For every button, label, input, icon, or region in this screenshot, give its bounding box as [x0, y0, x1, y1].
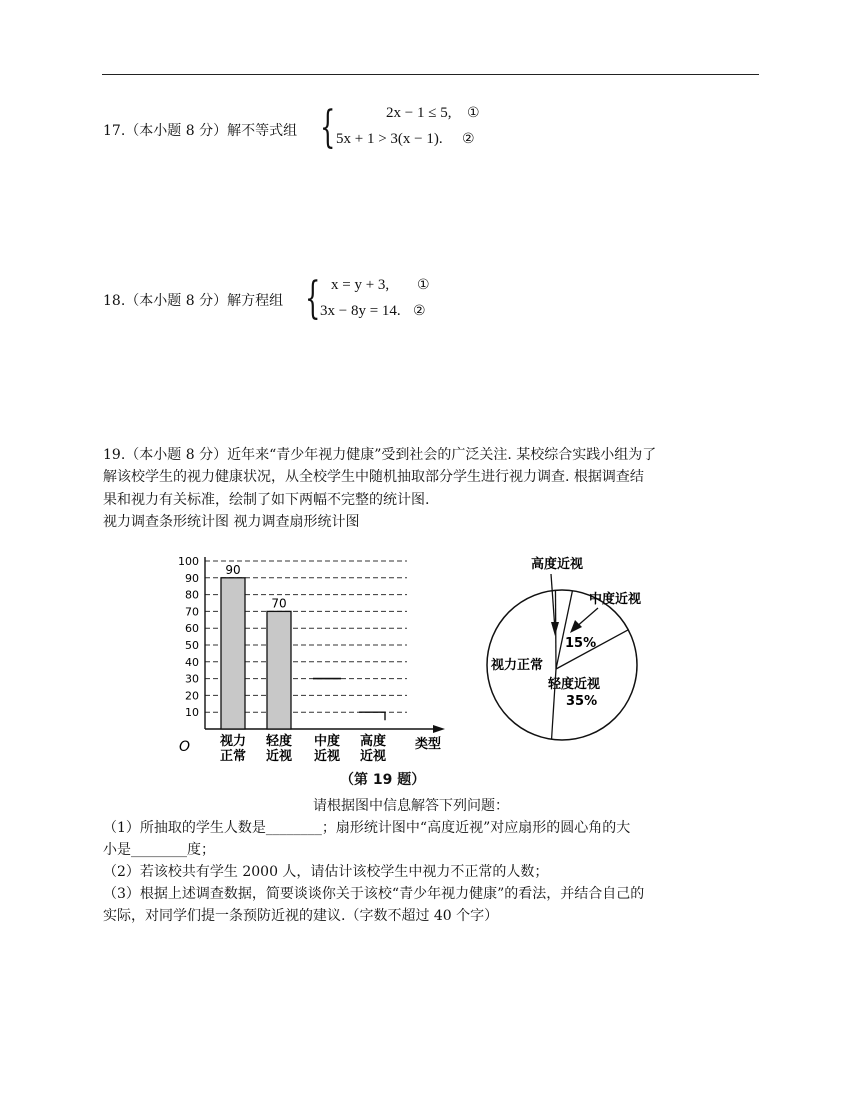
pie-label-high: 高度近视 [531, 557, 584, 572]
pie-slice-boundary-mid [556, 591, 572, 669]
q18-eq2: 3x − 8y = 14. [320, 303, 401, 319]
category-label-top: 视力 [219, 734, 247, 749]
q19-sub1-line1: （1）所抽取的学生人数是________；扇形统计图中“高度近视”对应扇形的圆心角的大 [103, 820, 631, 836]
q19-sub3-line2: 实际，对同学们提一条预防近视的建议.（字数不超过 40 个字） [103, 908, 499, 924]
q17-eq1: 2x − 1 ≤ 5, [386, 105, 452, 121]
x-axis-arrow [433, 725, 445, 733]
q19-chart-titles: 视力调查条形统计图 视力调查扇形统计图 [103, 514, 360, 530]
category-label-top: 轻度 [265, 734, 293, 749]
bar-value-label: 90 [225, 562, 241, 577]
q18-eq1: x = y + 3, [331, 277, 390, 293]
q17-brace: { [320, 102, 336, 153]
category-label-bottom: 近视 [313, 749, 341, 764]
q19-sub2: （2）若该校共有学生 2000 人，请估计该校学生中视力不正常的人数； [103, 864, 549, 880]
y-tick-label: 30 [185, 672, 199, 686]
q19-intro-3: 果和视力有关标准，绘制了如下两幅不完整的统计图. [103, 492, 430, 508]
y-tick-label: 50 [185, 639, 199, 652]
q17-label: 17.（本小题 8 分）解不等式组 [103, 123, 298, 139]
bar-2 [267, 611, 291, 729]
q19-intro-1: 19.（本小题 8 分）近年来“青少年视力健康”受到社会的广泛关注. 某校综合实践小组为了 [103, 447, 657, 463]
y-tick-label: 100 [178, 555, 199, 568]
q17-mark1: ① [467, 105, 480, 121]
pie-label-normal: 视力正常 [491, 658, 544, 673]
category-label-top: 高度 [359, 734, 387, 749]
pie-arrow-high-shaft [551, 574, 555, 630]
q19-prompt: 请根据图中信息解答下列问题： [313, 798, 509, 814]
q18-mark2: ② [413, 303, 426, 319]
category-label-top: 中度 [313, 734, 341, 749]
pie-label-mid: 中度近视 [589, 592, 642, 607]
origin-label: O [179, 739, 191, 755]
y-tick-label: 60 [185, 622, 199, 636]
y-tick-label: 40 [185, 655, 199, 669]
q17-mark2: ② [462, 131, 475, 147]
pie-arrow-mid-head [570, 620, 582, 633]
high-myopia-mark [359, 712, 385, 720]
figure-caption: （第 19 题） [340, 772, 426, 788]
q17-eq2: 5x + 1 > 3(x − 1). [336, 131, 443, 147]
vision-pie-chart [475, 548, 685, 748]
pie-label-mild-percent: 35% [566, 694, 598, 709]
q19-intro-2: 解该校学生的视力健康状况，从全校学生中随机抽取部分学生进行视力调查. 根据调查结 [103, 469, 644, 485]
pie-label-mild: 轻度近视 [548, 677, 601, 692]
pie-arrow-high-head [551, 622, 559, 636]
q19-sub3-line1: （3）根据上述调查数据，简要谈谈你关于该校“青少年视力健康”的看法，并结合自己的 [103, 886, 645, 902]
bar-value-label: 70 [271, 596, 287, 611]
header-rule [102, 74, 759, 75]
bar-1 [221, 578, 245, 729]
y-tick-label: 80 [185, 588, 199, 602]
y-tick-label: 10 [185, 706, 199, 720]
category-label-bottom: 正常 [219, 749, 247, 764]
q18-mark1: ① [417, 277, 430, 293]
category-label-bottom: 近视 [265, 749, 293, 764]
y-tick-label: 20 [185, 689, 199, 703]
q19-sub1-line2: 小是________度； [103, 842, 215, 858]
category-label-bottom: 近视 [359, 749, 387, 764]
vision-bar-chart [165, 548, 455, 788]
y-tick-label: 70 [185, 605, 199, 619]
q18-brace: { [305, 273, 321, 324]
y-tick-label: 90 [185, 571, 199, 585]
q18-label: 18.（本小题 8 分）解方程组 [103, 293, 284, 309]
x-axis-label: 类型 [415, 737, 442, 752]
pie-label-mid-percent: 15% [565, 636, 597, 651]
